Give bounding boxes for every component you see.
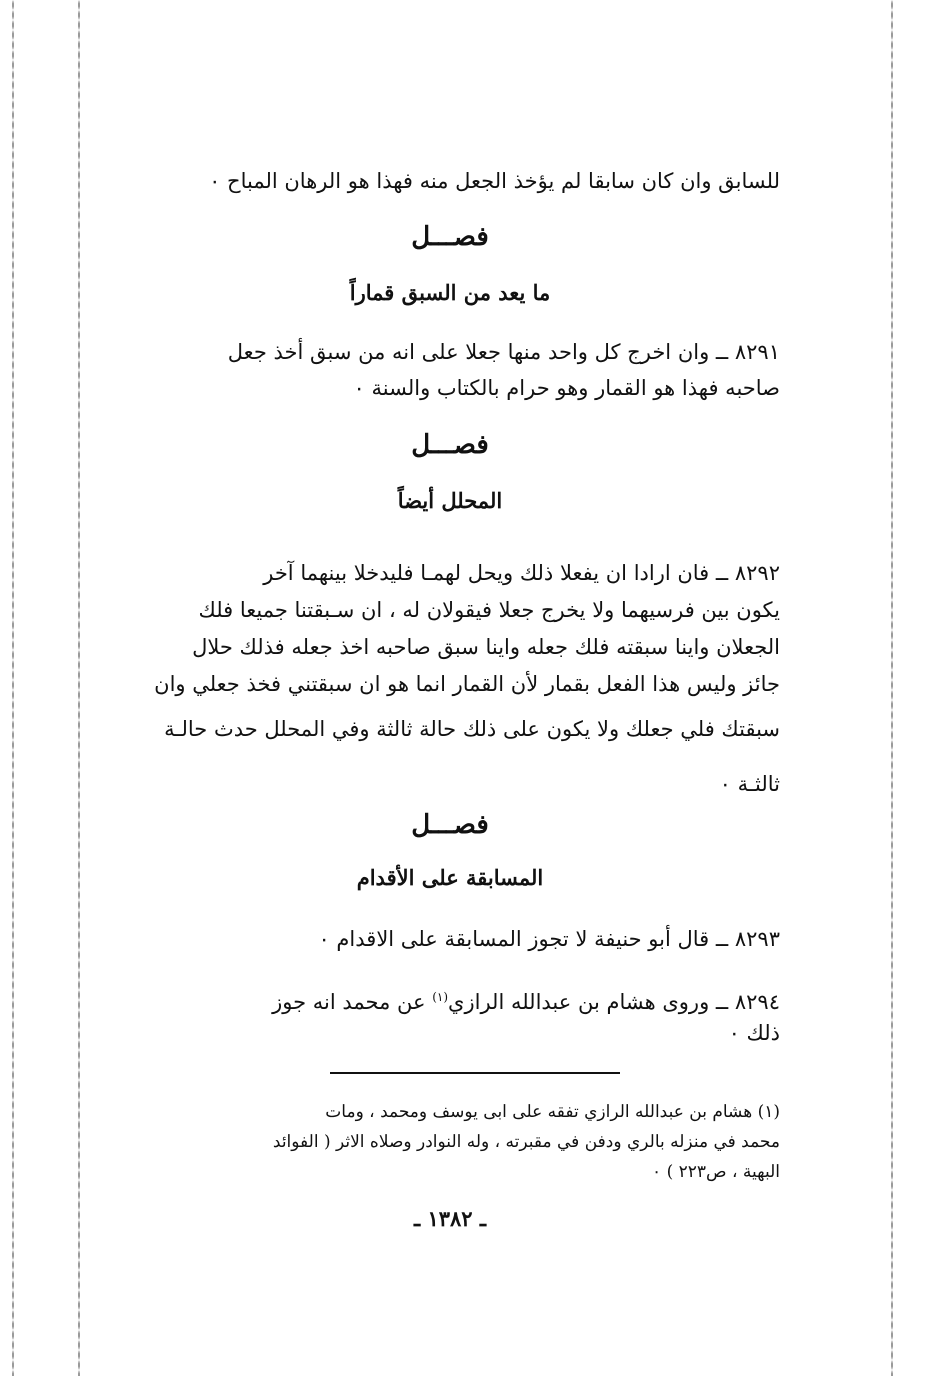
text-line: ٨٢٩١ ــ وان اخرج كل واحد منها جعلا على انه من سبق أخذ جعل xyxy=(227,340,780,364)
footnote-line: البهية ، ص٢٢٣ ) ٠ xyxy=(652,1162,780,1182)
margin-dots-left-inner xyxy=(78,0,80,1376)
text-line: ذلك ٠ xyxy=(728,1021,780,1045)
margin-dots-right xyxy=(891,0,893,1376)
text-line: ثالثـة ٠ xyxy=(719,772,780,796)
text-line: للسابق وان كان سابقا لم يؤخذ الجعل منه فهذا هو الرهان المباح ٠ xyxy=(209,169,780,193)
footnote-rule xyxy=(330,1072,620,1074)
text-line-part: ٨٢٩٤ ــ وروى هشام بن عبدالله الرازي xyxy=(448,990,780,1014)
page-number: ـ ١٣٨٢ ـ xyxy=(413,1206,487,1231)
text-line: ٨٢٩٣ ــ قال أبو حنيفة لا تجوز المسابقة على الاقدام ٠ xyxy=(318,927,780,951)
text-line: سبقتك فلي جعلك ولا يكون على ذلك حالة ثالثة وفي المحلل حدث حالـة xyxy=(164,717,780,741)
footnote-marker: (١) xyxy=(432,990,449,1004)
section-subheading: المسابقة على الأقدام xyxy=(356,865,544,890)
text-line: صاحبه فهذا هو القمار وهو حرام بالكتاب والسنة ٠ xyxy=(353,376,780,400)
margin-dots-left xyxy=(12,0,14,1376)
text-line-part: عن محمد انه جوز xyxy=(272,990,433,1014)
text-line: جائز وليس هذا الفعل بقمار لأن القمار انما هو ان سبقتني فخذ جعلي وان xyxy=(154,672,780,696)
section-subheading: المحلل أيضاً xyxy=(397,488,503,513)
section-heading: فصـــل xyxy=(411,430,489,460)
footnote-line: (١) هشام بن عبدالله الرازي تفقه على ابى يوسف ومحمد ، ومات xyxy=(325,1102,780,1122)
text-line: ٨٢٩٢ ــ فان ارادا ان يفعلا ذلك ويحل لهمـا فليدخلا بينهما آخر xyxy=(263,561,780,585)
text-line: يكون بين فرسيهما ولا يخرج جعلا فيقولان له ، ان سـبقتنا جميعا فلك xyxy=(198,598,780,622)
section-heading: فصـــل xyxy=(411,810,489,840)
section-subheading: ما يعد من السبق قماراً xyxy=(349,280,551,305)
text-line xyxy=(120,980,780,1019)
section-heading: فصـــل xyxy=(411,222,489,252)
footnote-line: محمد في منزله بالري ودفن في مقبرته ، وله النوادر وصلاه الاثر ( الفوائد xyxy=(272,1132,780,1152)
text-line: الجعلان واينا سبقته فلك جعله واينا سبق صاحبه اخذ جعله فذلك حلال xyxy=(192,635,780,659)
